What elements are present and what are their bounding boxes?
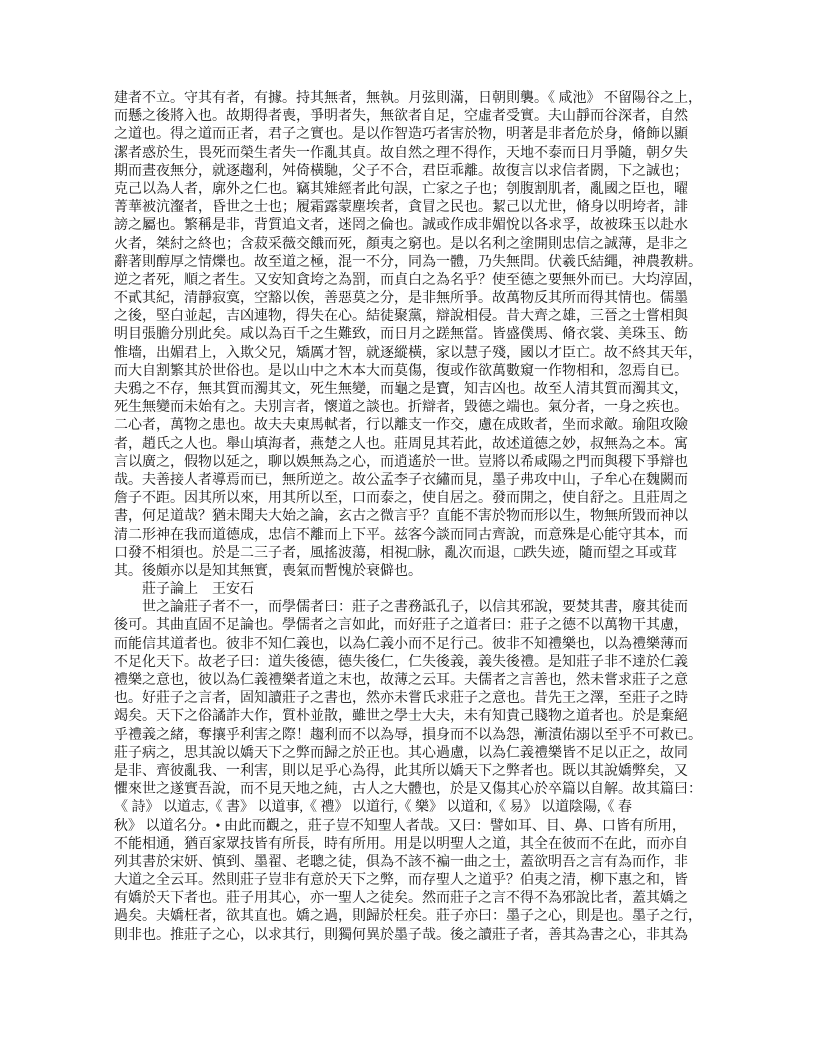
text-line: 夫鴉之不存，無其質而濁其文，死生無變，而龜之是寶，知吉凶也。故至人清其質而濁其文， — [114, 382, 688, 397]
text-line: 竭矣。天下之俗譎詐大作，質朴並散，雖世之學士大夫，未有知貴己賤物之道者也。於是棄絕 — [114, 709, 688, 725]
text-line: 言以廣之，假物以延之，聊以娛無為之心，而逍遙於一世。豈將以希咸陽之門而與稷下爭辯也 — [114, 454, 688, 470]
text-line: 清二形神在我而道德成，忠信不離而上下平。兹客今談而同古齊說，而意殊是心能守其本，而 — [114, 527, 688, 543]
text-line: 後可。其曲直固不足論也。學儒者之言如此，而好莊子之道者曰：莊子之德不以萬物干其慮， — [114, 618, 688, 634]
text-line: 其。後頗亦以是知其無實，喪氣而暫愧於衰僻也。 — [114, 563, 422, 579]
text-line: 菁華被沆瀣者，昏世之士也；履霜露蒙塵埃者，貪冒之民也。絜己以尤世，脩身以明垮者，誹 — [114, 200, 688, 216]
text-line: 死生無變而未始有之。夫別言者，懷道之談也。折辯者，毀德之端也。氣分者，一身之疾也。 — [114, 400, 688, 416]
text-line: 潔者惑於生，畏死而榮生者失一作亂其貞。故自然之理不得作，天地不泰而日月爭隨，朝夕失 — [114, 145, 688, 161]
text-line: 期而晝夜無分，就逐趨利，舛倚橫馳，父子不合，君臣乖離。故復言以求信者閼，下之誠也； — [114, 163, 688, 179]
text-line: 者，趙氏之人也。舉山填海者，燕楚之人也。莊周見其若此，故述道德之妙，叔無為之本。寓 — [114, 436, 688, 452]
text-body — [114, 90, 706, 945]
section-title: 莊子論上 王安石 — [142, 582, 254, 598]
text-line: 明目張膽分別此矣。咸以為百千之生難致，而日月之蹉無當。皆盛僕馬、脩衣裳、美珠玉、飭 — [114, 327, 688, 343]
text-line: 火者，桀紂之終也；含菽采薇交餓而死，顏夷之窮也。是以名利之塗開則忠信之誠薄，是非之 — [114, 236, 688, 252]
text-line: 而懸之後將入也。故期得者喪，爭明者失，無欲者自足，空虛者受實。夫山靜而谷深者，自然 — [114, 109, 688, 125]
text-line: 世之論莊子者不一，而學儒者曰：莊子之書務詆孔子，以信其邪說，要焚其書，廢其徒而 — [142, 600, 688, 616]
text-line: 二心者，萬物之患也。故夫夫東馬軾者，行以離支一作交，慮在成敗者，坐而求敵。瑜阻攻險 — [114, 418, 688, 434]
text-line: 建者不立。守其有者，有據。持其無者，無執。月弦則滿，日朝則襲。《 咸池》 不留陽谷之上， — [114, 91, 702, 106]
text-line: 之後，堅白並起，吉凶連物，得失在心。結徒聚黨，辯說相侵。昔大齊之雄，三晉之士嘗相與 — [114, 309, 688, 325]
text-line: 逆之者死，順之者生。又安知貪垮之為罰，而貞白之為名乎？使至德之要無外而已。大均淳固， — [114, 272, 702, 288]
text-line: 之道也。得之道而正者，君子之實也。是以作智造巧者害於物，明著是非者危於身，脩飾以顯 — [114, 127, 688, 143]
text-line: 而能信其道者也。彼非不知仁義也，以為仁義小而不足行己。彼非不知禮樂也，以為禮樂薄而 — [114, 636, 688, 652]
text-line: 秋》 以道名分。• 由此而觀之，莊子豈不知聖人者哉。又曰：譬如耳、目、鼻、口皆有所用， — [114, 818, 686, 834]
text-line: 莊子病之，思其說以嬌天下之弊而歸之於正也。其心過慮，以為仁義禮樂皆不足以正之，故同 — [114, 745, 688, 761]
text-line: 書，何足道哉？猶未聞夫大始之論，玄古之微言乎？直能不害於物而形以生，物無所毀而神以 — [114, 509, 688, 525]
text-line: 則非也。推莊子之心，以求其行，則獨何異於墨子哉。後之讀莊子者，善其為書之心，非其為 — [114, 927, 688, 943]
text-line: 過矣。夫嬌枉者，欲其直也。嬌之過，則歸於枉矣。莊子亦曰：墨子之心，則是也。墨子之行， — [114, 909, 702, 925]
text-line: 口發不相須也。於是二三子者，風搖波蕩，相視□脉，亂次而退，□跌失迹，隨而望之耳或茸 — [114, 545, 677, 561]
text-line: 乎禮義之緒，奪攘乎利害之際！趨利而不以為辱，損身而不以為怨，漸漬佑溺以至乎不可救已。 — [114, 727, 702, 743]
text-line: 哉。夫善接人者導焉而已，無所逆之。故公孟李子衣繡而見，墨子弗攻中山，子牟心在魏闕而 — [114, 472, 688, 488]
text-line: 禮樂之意也，彼以為仁義禮樂者道之末也，故薄之云耳。夫儒者之言善也，然未嘗求莊子之意 — [114, 673, 688, 688]
text-line: 克己以為人者，廓外之仁也。竊其雉經者此句誤，亡家之子也；刳腹割肌者，亂國之臣也，曜 — [114, 181, 688, 197]
text-line: 不貳其紀，清靜寂寞，空豁以俟，善惡莫之分，是非無所爭。故萬物反其所而得其情也。儒墨 — [114, 291, 688, 307]
text-line: 不能相通，猶百家眾技皆有所長，時有所用。用是以明聖人之道，其全在彼而不在此，而亦自 — [114, 836, 688, 852]
text-line: 列其書於宋妍、慎到、墨翟、老聰之徒，俱為不該不褊一曲之士，蓋欲明吾之言有為而作，非 — [114, 854, 688, 870]
text-line: 《 詩》 以道志,《 書》 以道事,《 禮》 以道行,《 樂》 以道和,《 易》 以道陰陽,《 春 — [114, 800, 632, 816]
text-line: 有嬌於天下者也。莊子用其心，亦一聖人之徒矣。然而莊子之言不得不為邪說比者，蓋其嬌之 — [114, 891, 688, 907]
text-line: 而大自割繁其於世俗也。是以山中之木本大而莫傷，復或作欲萬數窺一作物相和，忽焉自已。 — [114, 363, 688, 379]
text-line: 詹子不距。因其所以來，用其所以至，口而泰之，使自居之。發而開之，使自舒之。且莊周之 — [114, 491, 688, 507]
text-line: 不足化天下。故老子曰：道失後德，德失後仁，仁失後義，義失後禮。是知莊子非不達於仁義 — [114, 654, 688, 670]
text-line: 惟墻，出媚君上，入欺父兄，矯厲才智，就逐縱橫，家以慧子殘，國以才臣亡。故不終其天年， — [114, 345, 702, 361]
text-line: 是非、齊彼亂我、一利害，則以足乎心為得，此其所以嬌天下之弊者也。既以其說嬌弊矣，又 — [114, 763, 688, 779]
text-line: 辭著則醇厚之情爍也。故至道之極，混一不分，同為一體，乃失無問。伏羲氏結繩，神農教耕。 — [114, 254, 702, 270]
text-line: 大道之全云耳。然則莊子豈非有意於天下之弊，而存聖人之道乎？伯夷之清，柳下惠之和，皆 — [114, 873, 688, 889]
text-line: 懼來世之遂實吾說，而不見天地之純，古人之大體也，於是又傷其心於卒篇以自解。故其篇曰： — [114, 782, 702, 798]
text-line: 也。好莊子之言者，固知讀莊子之書也，然亦未嘗氏求莊子之意也。昔先王之澤，至莊子之時 — [114, 691, 688, 707]
text-line: 謗之屬也。繁稱是非，背質追文者，迷罔之倫也。誠或作成非媚悅以各求孚，故被珠玉以赴水 — [114, 218, 688, 234]
